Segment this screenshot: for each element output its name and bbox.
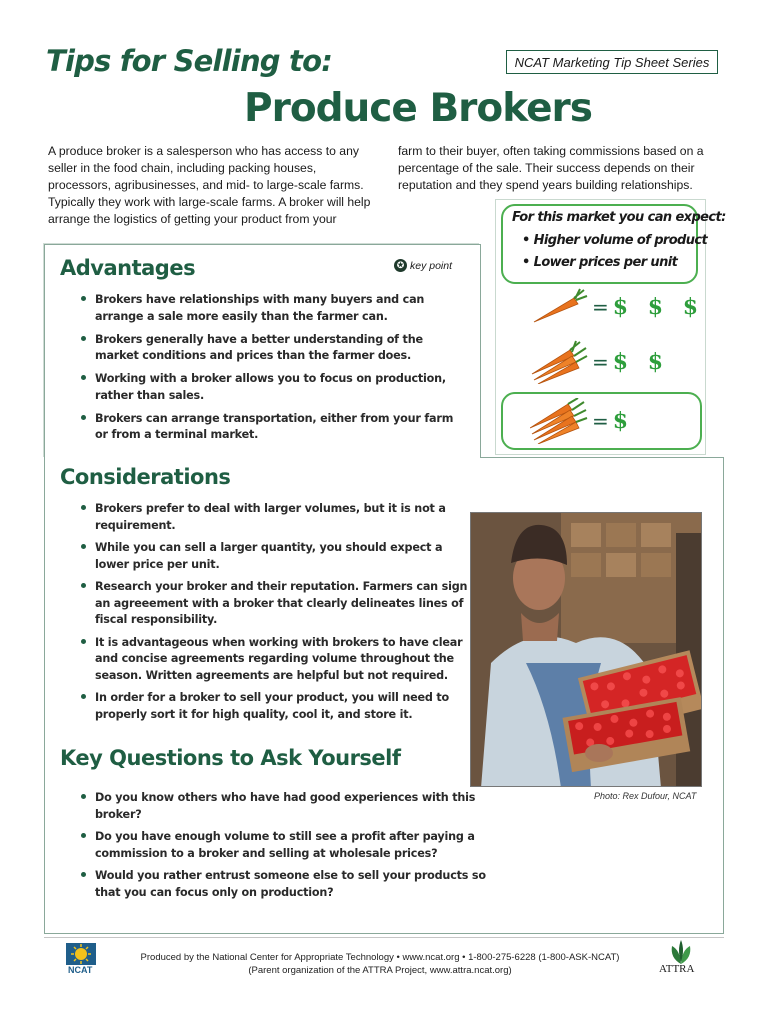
expectation-item: • Lower prices per unit	[522, 255, 678, 270]
list-item: Research your broker and their reputation. Farmers can sign an agreeement with a broker that clearly delineates lines of fiscal responsibility.	[78, 579, 468, 629]
price-row-many-carrots	[530, 398, 634, 444]
dollar-signs: $ $	[612, 349, 670, 375]
list-item: While you can sell a larger quantity, you should expect a lower price per unit.	[78, 540, 468, 573]
key-questions-heading: Key Questions to Ask Yourself	[60, 746, 401, 770]
carrot-icon	[530, 288, 588, 326]
photo-caption: Photo: Rex Dufour, NCAT	[594, 791, 697, 801]
considerations-list	[78, 501, 468, 729]
page-title: Produce Brokers	[244, 86, 592, 131]
list-item: Would you rather entrust someone else to sell your products so that you can focus only on production?	[78, 868, 498, 901]
key-questions-list	[78, 790, 498, 907]
equals-sign: =	[592, 350, 609, 374]
list-item: Working with a broker allows you to focus on production, rather than sales.	[78, 371, 458, 404]
considerations-heading: Considerations	[60, 465, 231, 489]
farmer-photo	[470, 512, 702, 787]
key-point-legend	[394, 259, 452, 272]
key-point-label: key point	[410, 259, 453, 272]
title-line-1: Tips for Selling to:	[46, 44, 333, 78]
intro-right-column: farm to their buyer, often taking commissions based on a percentage of the sale. Their success depends on their reputation and they spend years building relationships.	[398, 144, 704, 192]
list-item: It is advantageous when working with brokers to have clear and concise agreements regarding volume throughout the season. Written agreements are helpful but not required.	[78, 635, 468, 685]
ncat-logo-text: NCAT	[68, 965, 93, 975]
equals-sign: =	[592, 295, 609, 319]
footer-credits: Produced by the National Center for Appropriate Technology • www.ncat.org • 1-800-275-6228 (1-800-ASK-NCAT)	[140, 952, 620, 963]
price-row-single-carrot	[530, 288, 704, 326]
footer-parent-org: (Parent organization of the ATTRA Project, www.attra.ncat.org)	[248, 965, 512, 976]
footer-divider	[44, 937, 724, 938]
expectation-title: For this market you can expect:	[512, 210, 726, 225]
series-label: NCAT Marketing Tip Sheet Series	[506, 50, 718, 74]
list-item: Do you know others who have had good experiences with this broker?	[78, 790, 498, 823]
content-box-edge	[480, 244, 481, 458]
carrot-icon	[530, 340, 588, 384]
list-item: Brokers have relationships with many buyers and can arrange a sale more easily than the farmer can.	[78, 292, 458, 325]
intro-left-column: A produce broker is a salesperson who has access to any seller in the food chain, including packing houses, processors, agribusinesses, and mid- to large-scale farms. Typically they work with large-scale farms. A broker will help arrange the logistics of getting your product from your	[48, 144, 371, 226]
list-item: Brokers can arrange transportation, either from your farm or from a terminal market.	[78, 411, 458, 444]
farmer-with-strawberries-image	[471, 513, 702, 787]
ncat-sun-logo	[64, 941, 98, 981]
dollar-signs: $ $ $	[612, 294, 705, 320]
list-item: Brokers generally have a better understanding of the market conditions and prices than the farmer does.	[78, 332, 458, 365]
equals-sign: =	[592, 409, 609, 433]
attra-logo-text: ATTRA	[659, 963, 695, 975]
advantages-list	[78, 292, 458, 450]
list-item: In order for a broker to sell your product, you will need to properly sort it for high quality, cool it, and store it.	[78, 690, 468, 723]
list-item: Brokers prefer to deal with larger volumes, but it is not a requirement.	[78, 501, 468, 534]
expectation-item: • Higher volume of product	[522, 233, 708, 248]
carrot-icon	[530, 398, 588, 444]
dollar-signs: $	[612, 408, 635, 434]
advantages-heading: Advantages	[60, 256, 196, 280]
key-point-star-icon: ✪	[394, 259, 407, 272]
price-row-bunch-carrots	[530, 340, 669, 384]
list-item: Do you have enough volume to still see a profit after paying a commission to a broker and selling at wholesale prices?	[78, 829, 498, 862]
